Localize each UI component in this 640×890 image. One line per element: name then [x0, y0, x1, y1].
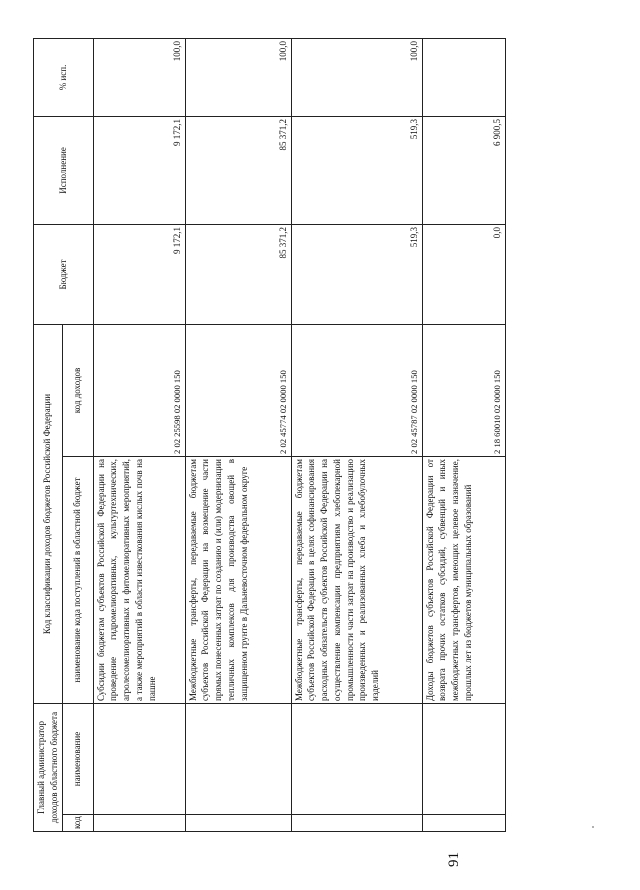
header-execution: Исполнение: [34, 116, 94, 224]
header-budget: Бюджет: [34, 224, 94, 324]
budget-cell: 85 371,2: [185, 224, 291, 324]
admin-code-cell: [185, 815, 291, 832]
income-code-cell: 2 18 60010 02 0000 150: [422, 324, 505, 456]
table-row: [185, 38, 291, 831]
page-number: 91: [446, 852, 462, 867]
admin-code-cell: [422, 815, 505, 832]
admin-name-cell: [422, 704, 505, 815]
admin-code-cell: [93, 815, 185, 832]
header-admin-name: наименование: [62, 704, 93, 815]
admin-name-cell: [291, 704, 422, 815]
header-row-1: [34, 38, 63, 831]
income-code-cell: 2 02 45774 02 0000 150: [185, 324, 291, 456]
header-percent: % исп.: [34, 38, 94, 116]
income-table: [33, 38, 506, 832]
income-code-cell: 2 02 25598 02 0000 150: [93, 324, 185, 456]
scan-speck: [592, 826, 594, 828]
income-name-cell: Субсидии бюджетам субъектов Российской Федерации на проведение гидромелиоративных, культуртехнических, агролесомелиоративных и фитомелиоративных мероприятий, а также мероприятий в области известкования кислых почв на пашне: [93, 457, 185, 704]
budget-cell: 519,3: [291, 224, 422, 324]
header-income-name: наименование кода поступлений в областной бюджет: [62, 457, 93, 704]
execution-cell: 85 371,2: [185, 116, 291, 224]
table-row: [422, 38, 505, 831]
admin-name-cell: [185, 704, 291, 815]
header-classification-group: Код классификации доходов бюджетов Российской Федерации: [34, 324, 63, 703]
percent-cell: 100,0: [185, 38, 291, 116]
income-code-cell: 2 02 45787 02 0000 150: [291, 324, 422, 456]
header-income-code: код доходов: [62, 324, 93, 456]
percent-cell: [422, 38, 505, 116]
percent-cell: 100,0: [93, 38, 185, 116]
execution-cell: 519,3: [291, 116, 422, 224]
income-name-cell: Доходы бюджетов субъектов Российской Федерации от возврата прочих остатков субсидий, субвенций и иных межбюджетных трансфертов, имеющих целевое назначение, прошлых лет из бюджетов муниципальных образований: [422, 457, 505, 704]
header-admin-group: Главный администратор доходов областного бюджета: [34, 704, 63, 832]
table-row: [291, 38, 422, 831]
execution-cell: 9 172,1: [93, 116, 185, 224]
income-name-cell: Межбюджетные трансферты, передаваемые бюджетам субъектов Российской Федерации на возмещение части прямых понесенных затрат по созданию и (или) модернизации тепличных комплексов для производства овощей в защищенном грунте в Дальневосточном федеральном округе: [185, 457, 291, 704]
execution-cell: 6 900,5: [422, 116, 505, 224]
header-admin-code: код: [62, 815, 93, 832]
budget-cell: 0,0: [422, 224, 505, 324]
admin-name-cell: [93, 704, 185, 815]
table-row: [93, 38, 185, 831]
admin-code-cell: [291, 815, 422, 832]
income-name-cell: Межбюджетные трансферты, передаваемые бюджетам субъектов Российской Федерации в целях софинансирования расходных обязательств субъектов Российской Федерации на осуществление компенсации предприятиям хлебопекарной промышленности части затрат на производство и реализацию произведенных и реализованных хлеба и хлебобулочных изделий: [291, 457, 422, 704]
budget-cell: 9 172,1: [93, 224, 185, 324]
percent-cell: 100,0: [291, 38, 422, 116]
